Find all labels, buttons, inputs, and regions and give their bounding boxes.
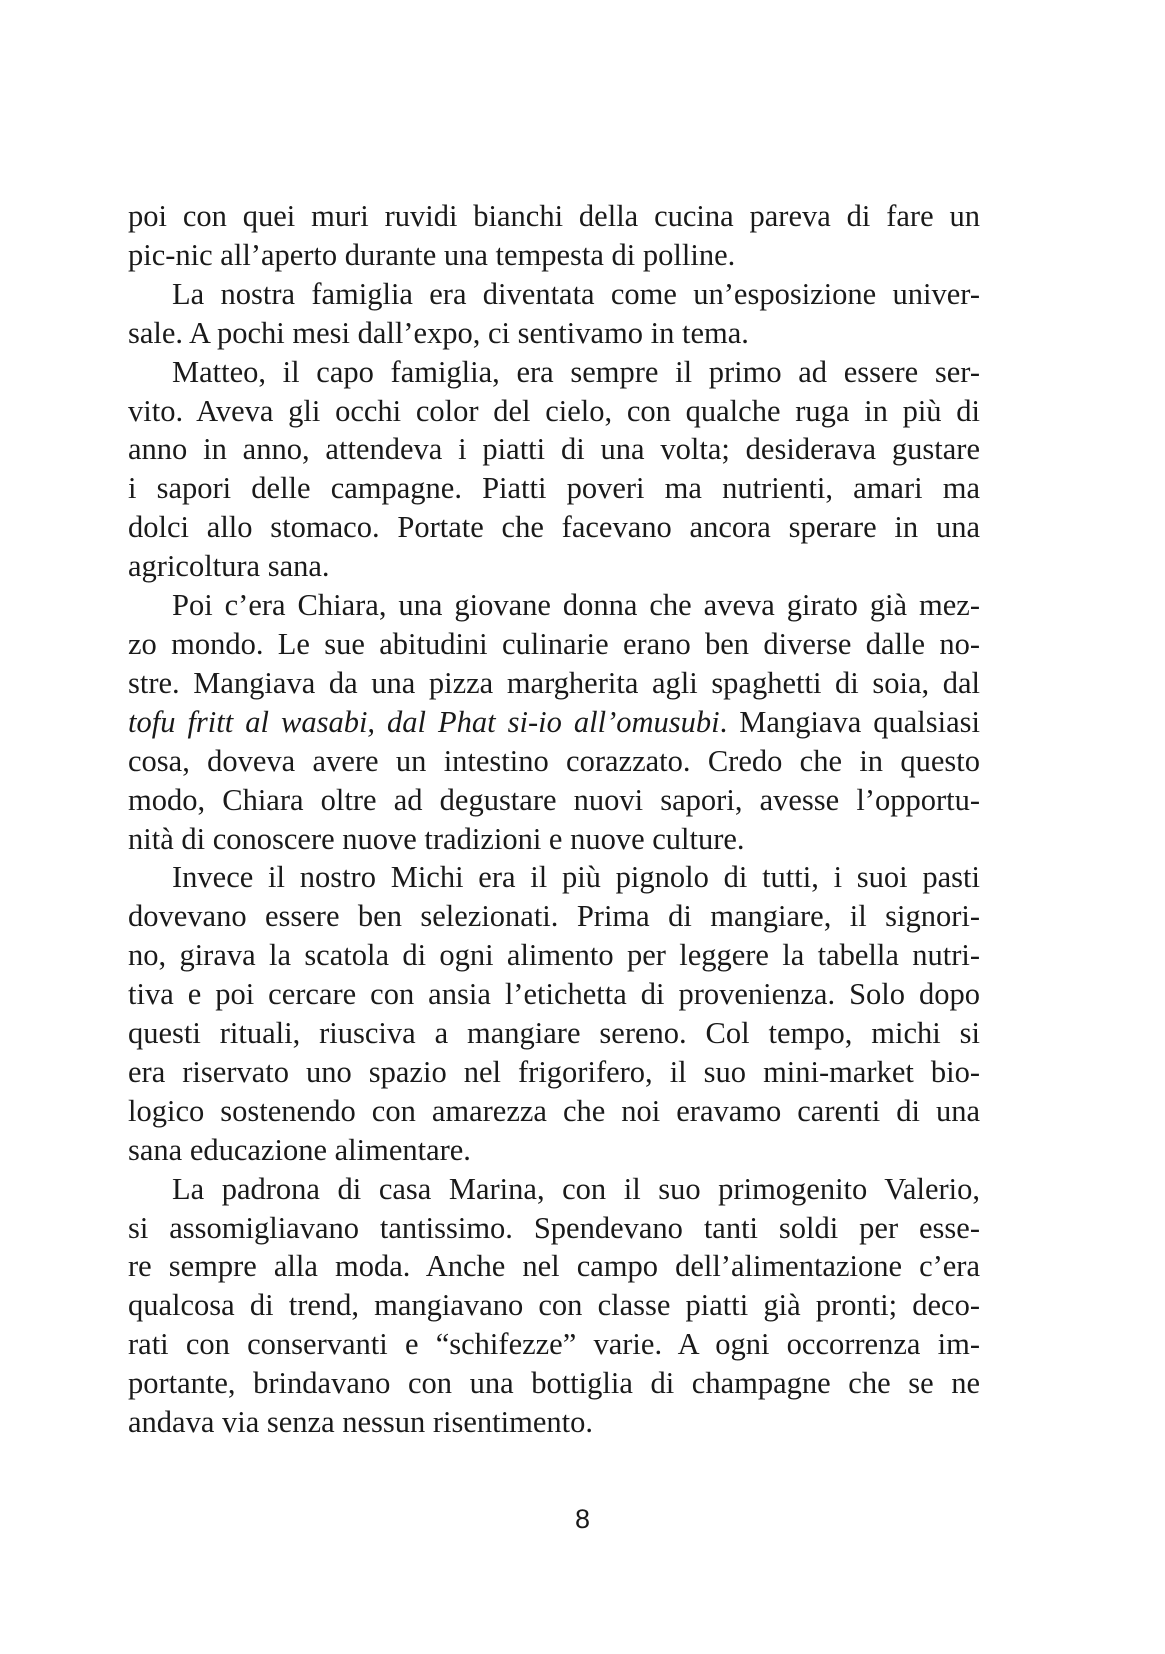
paragraph — [128, 858, 980, 1169]
text-line: pic-nic all’aperto durante una tempesta di polline. — [128, 237, 736, 272]
paragraph — [128, 275, 980, 353]
text-line: modo, Chiara oltre ad degustare nuovi sapori, avesse l’opportu- — [128, 782, 980, 817]
text-line: Matteo, il capo famiglia, era sempre il primo ad essere ser- — [172, 354, 980, 389]
text-line: sale. A pochi mesi dall’expo, ci sentivamo in tema. — [128, 315, 749, 350]
text-line: La nostra famiglia era diventata come un’esposizione univer- — [172, 276, 980, 311]
paragraph — [128, 1170, 980, 1442]
page-body — [128, 197, 980, 1442]
text-line: tiva e poi cercare con ansia l’etichetta di provenienza. Solo dopo — [128, 977, 980, 1012]
text-line: questi rituali, riusciva a mangiare sereno. Col tempo, michi si — [128, 1016, 980, 1051]
text-line: agricoltura sana. — [128, 549, 330, 584]
text-line: andava via senza nessun risentimento. — [128, 1405, 593, 1440]
paragraph — [128, 586, 980, 858]
text-line: La padrona di casa Marina, con il suo primogenito Valerio, — [172, 1171, 980, 1206]
page-number: 8 — [574, 1504, 591, 1534]
text-line: Poi c’era Chiara, una giovane donna che aveva girato già mez- — [172, 588, 980, 623]
text-line: i sapori delle campagne. Piatti poveri ma nutrienti, amari ma — [128, 471, 980, 506]
italic-text: tofu fritt al wasabi, dal Phat si-io all’omusubi — [128, 704, 720, 739]
text-line: zo mondo. Le sue abitudini culinarie erano ben diverse dalle no- — [128, 626, 980, 661]
text-line: qualcosa di trend, mangiavano con classe piatti già pronti; deco- — [128, 1288, 980, 1323]
text-line: nità di conoscere nuove tradizioni e nuove culture. — [128, 821, 745, 856]
text-line: portante, brindavano con una bottiglia di champagne che se ne — [128, 1366, 980, 1401]
text-line: logico sostenendo con amarezza che noi eravamo carenti di una — [128, 1093, 980, 1128]
text-line: rati con conservanti e “schifezze” varie. A ogni occorrenza im- — [128, 1327, 980, 1362]
paragraph — [128, 353, 980, 586]
text-line: cosa, doveva avere un intestino corazzato. Credo che in questo — [128, 743, 980, 778]
text-line: Invece il nostro Michi era il più pignolo di tutti, i suoi pasti — [172, 860, 980, 895]
text-line: no, girava la scatola di ogni alimento per leggere la tabella nutri- — [128, 938, 980, 973]
text-line: poi con quei muri ruvidi bianchi della cucina pareva di fare un — [128, 199, 980, 233]
text-line: dovevano essere ben selezionati. Prima di mangiare, il signori- — [128, 899, 980, 934]
text-line: era riservato uno spazio nel frigorifero, il suo mini-market bio- — [128, 1054, 980, 1089]
text-line: dolci allo stomaco. Portate che facevano ancora sperare in una — [128, 510, 980, 545]
text-line: sana educazione alimentare. — [128, 1132, 471, 1167]
text-line-italic — [128, 703, 980, 742]
text-line: stre. Mangiava da una pizza margherita agli spaghetti di soia, dal — [128, 665, 980, 700]
text-line: re sempre alla moda. Anche nel campo dell’alimentazione c’era — [128, 1249, 980, 1284]
text-line: anno in anno, attendeva i piatti di una volta; desiderava gustare — [128, 432, 980, 467]
paragraph — [128, 197, 980, 275]
text-line: si assomigliavano tantissimo. Spendevano tanti soldi per esse- — [128, 1210, 980, 1245]
text-line: vito. Aveva gli occhi color del cielo, con qualche ruga in più di — [128, 393, 980, 428]
text-segment: . Mangiava qualsiasi — [719, 704, 980, 739]
